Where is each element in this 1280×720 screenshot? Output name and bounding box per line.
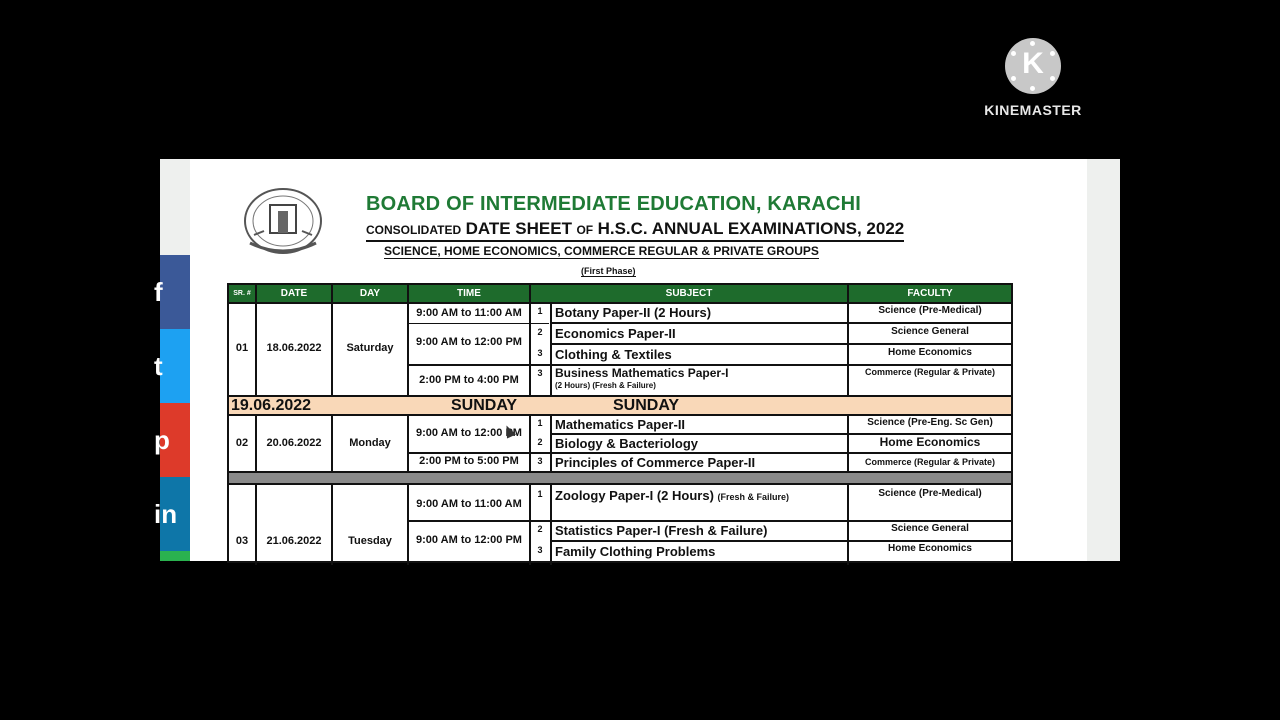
subject-name-text: Zoology Paper-I (2 Hours) [555, 488, 714, 503]
subject-name: Statistics Paper-I (Fresh & Failure) [555, 523, 768, 538]
day3-time-2: 9:00 AM to 12:00 PM [416, 534, 522, 546]
day2-date: 20.06.2022 [266, 437, 322, 449]
faculty-name: Commerce (Regular & Private) [864, 457, 996, 467]
groups-line: SCIENCE, HOME ECONOMICS, COMMERCE REGULAR & PRIVATE GROUPS [384, 244, 819, 258]
subject-number: 3 [537, 456, 543, 466]
kinemaster-watermark [984, 38, 1082, 118]
day2-sr: 02 [235, 437, 249, 449]
day2-day: Monday [349, 437, 391, 449]
subject-number: 1 [537, 418, 543, 428]
faculty-name: Home Economics [888, 543, 972, 554]
day1-time-2: 9:00 AM to 12:00 PM [416, 336, 522, 348]
grid-line [407, 285, 409, 565]
subject-name: Botany Paper-II (2 Hours) [555, 305, 712, 320]
header-subject: SUBJECT [531, 285, 847, 302]
subject-number: 3 [537, 368, 543, 378]
subject-name: Business Mathematics Paper-I [555, 366, 729, 380]
right-gutter [1087, 159, 1120, 561]
day1-sr: 01 [235, 342, 249, 354]
faculty-name: Science General [891, 326, 969, 337]
subject-name: Economics Paper-II [555, 326, 676, 341]
whatsapp-share-button[interactable] [160, 551, 190, 561]
subject-number: 3 [537, 545, 543, 555]
subject-number: 2 [537, 437, 543, 447]
date-sheet-table [227, 283, 1013, 563]
facebook-share-button[interactable] [154, 255, 190, 329]
holiday-date: 19.06.2022 [231, 397, 312, 414]
faculty-name: Science (Pre-Medical) [878, 488, 982, 499]
faculty-name: Science (Pre-Eng. Sc Gen) [867, 417, 993, 428]
kinemaster-label: KINEMASTER [984, 102, 1082, 118]
linkedin-share-button[interactable] [154, 477, 190, 551]
subject-name: Family Clothing Problems [555, 544, 716, 559]
day1-time-3: 2:00 PM to 4:00 PM [419, 374, 519, 386]
header-date: DATE [257, 285, 331, 302]
date-sheet-document [154, 159, 1120, 561]
holiday-row [229, 397, 1011, 414]
subject-number: 1 [537, 306, 543, 316]
faculty-name: Commerce (Regular & Private) [864, 367, 996, 377]
day3-time-1: 9:00 AM to 11:00 AM [416, 498, 522, 510]
day2-time-2: 2:00 PM to 5:00 PM [419, 455, 519, 467]
kinemaster-logo-icon: K [1005, 38, 1061, 94]
subject-number: 1 [537, 489, 543, 499]
day1-date: 18.06.2022 [266, 342, 322, 354]
holiday-subject: SUNDAY [613, 397, 680, 414]
header-time: TIME [409, 285, 529, 302]
day1-time-1: 9:00 AM to 11:00 AM [416, 307, 522, 319]
subject-name: Principles of Commerce Paper-II [555, 455, 756, 470]
faculty-name: Home Economics [879, 435, 981, 449]
board-seal-icon [240, 187, 326, 259]
day3-sr: 03 [235, 535, 249, 547]
linkedin-icon: in [154, 499, 178, 529]
holiday-day: SUNDAY [451, 397, 518, 414]
subject-name: Mathematics Paper-II [555, 417, 686, 432]
subject-name: Clothing & Textiles [555, 347, 672, 362]
subject-name: Biology & Bacteriology [555, 436, 699, 451]
pinterest-icon: p [154, 425, 170, 455]
date-sheet-subtitle: CONSOLIDATED DATE SHEET OF H.S.C. ANNUAL EXAMINATIONS, 2022 [366, 219, 904, 242]
day1-day: Saturday [346, 342, 394, 354]
subject-number: 2 [537, 327, 543, 337]
header-faculty: FACULTY [849, 285, 1011, 302]
day3-day: Tuesday [348, 535, 392, 547]
subject-name [555, 488, 789, 503]
board-title: BOARD OF INTERMEDIATE EDUCATION, KARACHI [366, 193, 862, 215]
header-sr: SR. # [229, 285, 255, 302]
subject-note: (2 Hours) (Fresh & Failure) [555, 381, 656, 390]
grid-line [255, 285, 257, 565]
subject-note: (Fresh & Failure) [717, 492, 790, 502]
day3-date: 21.06.2022 [266, 535, 322, 547]
twitter-icon: t [154, 351, 163, 381]
twitter-share-button[interactable] [154, 329, 190, 403]
pinterest-share-button[interactable] [154, 403, 190, 477]
faculty-name: Science General [891, 523, 969, 534]
day2-time-1: 9:00 AM to 12:00 PM [416, 427, 522, 439]
header-day: DAY [333, 285, 407, 302]
faculty-name: Science (Pre-Medical) [878, 305, 982, 316]
subject-number: 3 [537, 348, 543, 358]
facebook-icon: f [154, 277, 163, 307]
separator-row [229, 473, 1011, 483]
grid-line [331, 285, 333, 565]
subject-number: 2 [537, 524, 543, 534]
phase-label: (First Phase) [581, 266, 636, 276]
faculty-name: Home Economics [888, 347, 972, 358]
